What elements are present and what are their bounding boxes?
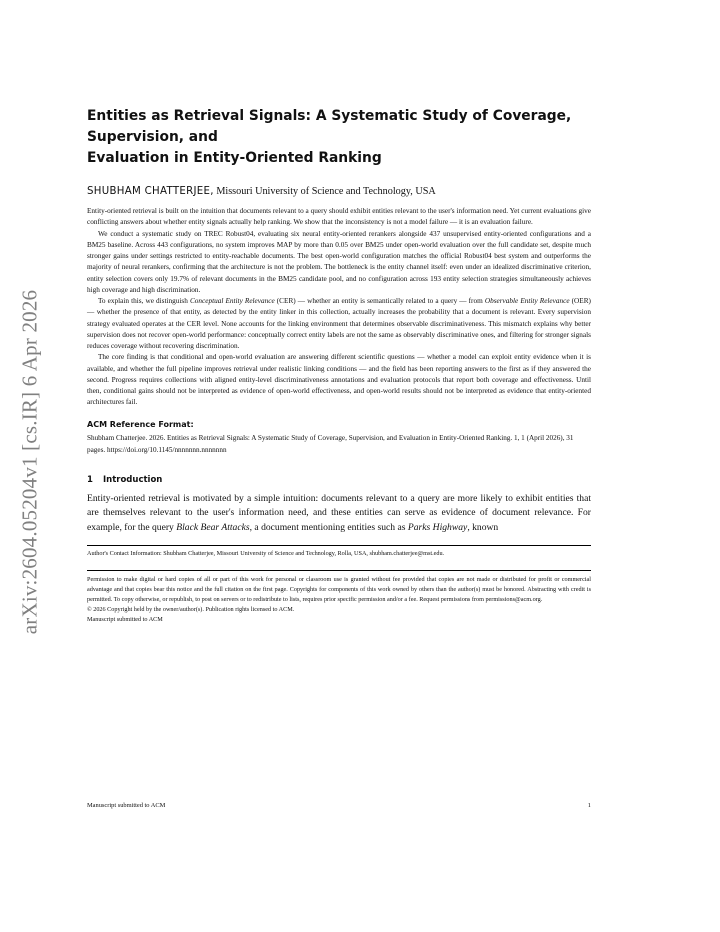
acm-reference-heading: ACM Reference Format:: [87, 419, 194, 429]
manuscript-notice: Manuscript submitted to ACM: [87, 615, 163, 623]
abstract-p3-text-b: (CER) — whether an entity is semantically related to a query — from: [274, 297, 485, 305]
author-block: [87, 185, 591, 198]
paper-first-page: [87, 106, 591, 625]
example-entity: Parks Highway: [407, 521, 468, 533]
author-affiliation: Missouri University of Science and Technology, USA: [216, 186, 436, 197]
paper-title-line-2: Evaluation in Entity-Oriented Ranking: [87, 150, 382, 166]
footnote-area: [87, 545, 591, 625]
section-number: 1: [87, 474, 93, 485]
acm-reference-text: Shubham Chatterjee. 2026. Entities as Retrieval Signals: A Systematic Study of Coverage, Supervision, and Evaluation in Entity-Oriented Ranking. 1, 1 (April 2026), 31 pages. https://doi.org/10.1145/nnnnnnn.nnnnnnn: [87, 433, 574, 454]
intro-text-c: , known: [467, 521, 499, 533]
abstract-paragraph-2: We conduct a systematic study on TREC Robust04, evaluating six neural entity-oriented rerankers alongside 437 unsupervised entity-oriented configurations and a BM25 baseline. Across 443 configurations, no system improves MAP by more than 0.05 over BM25 under open-world evaluation over the full candidate set, despite much stronger gains under settings restricted to entity-reachable documents. The best open-world configuration matches the official Robust04 best system and outperforms the majority of neural rerankers, confirming that the architecture is not the problem. The bottleneck is the entity channel itself: even under an idealized discriminative criterion, entity selection covers only 19.7% of relevant documents in the BM25 candidate pool, and no configuration across 193 entity selection strategies simultaneously achieves high coverage and high discrimination.: [87, 229, 591, 294]
arxiv-sidebar-stamp: [2, 262, 58, 662]
introduction-paragraph: [87, 492, 591, 536]
abstract-p3-text-a: To explain this, we distinguish: [98, 297, 190, 305]
example-query: Black Bear Attacks: [176, 521, 250, 533]
intro-text-a: Entity-oriented retrieval is motivated by a simple intuition: documents relevant to a query are more likely to exhibit entities that are themselves relevant to the user's information need, and these entities can serve as evidence of document relevance. For example, for the query: [87, 492, 591, 533]
section-title: Introduction: [103, 474, 163, 485]
author-contact-information: Author's Contact Information: Shubham Chatterjee, Missouri University of Science and Technology, Rolla, USA, shubham.chatterjee@mst.edu.: [87, 549, 445, 557]
abstract-paragraph-1: Entity-oriented retrieval is built on the intuition that documents relevant to a query should exhibit entities relevant to the user's information need. Yet current evaluations give conflicting answers about whether entity signals actually help ranking. We show that the inconsistency is not a model failure — it is an evaluation failure.: [87, 207, 591, 227]
footer-manuscript-label: Manuscript submitted to ACM: [87, 802, 166, 809]
paper-title: [87, 106, 591, 169]
arxiv-identifier: arXiv:2604.05204v1 [cs.IR] 6 Apr 2026: [17, 289, 42, 635]
author-name: SHUBHAM CHATTERJEE,: [87, 186, 214, 197]
intro-text-b: , a document mentioning entities such as: [249, 521, 408, 533]
abstract-paragraph-4: The core finding is that conditional and open-world evaluation are answering different scientific questions — whether a model can exploit entity evidence when it is available, and whether the full pipeline improves retrieval under realistic linking conditions — and the field has been reporting answers to the first as if they answered the second. Progress requires collections with aligned entity-level discriminativeness annotations and evaluation protocols that report both coverage and effectiveness. Until then, conditional gains should not be interpreted as evidence of open-world effectiveness, and open-world results should not be interpreted as evidence that entity-oriented architectures fail.: [87, 353, 591, 407]
abstract-p3-text-c: (OER) — whether the presence of that entity, as detected by the entity linker in this collection, actually increases the probability that a document is relevant. Every supervision strategy evaluated operates at the CER level. None accounts for the linking environment that determines observable discriminativeness. This mismatch explains why better supervision does not recover open-world performance: conceptually correct entity labels are not the same as observably discriminative ones, and filtering for stronger signals reduces coverage without recovering discrimination.: [87, 297, 591, 350]
abstract: [87, 206, 591, 409]
page-number: 1: [587, 802, 591, 809]
term-conceptual-entity-relevance: Conceptual Entity Relevance: [189, 297, 275, 305]
permission-notice: Permission to make digital or hard copies of all or part of this work for personal or classroom use is granted without fee provided that copies are not made or distributed for profit or commercial advantage and that copies bear this notice and the full citation on the first page. Copyrights for components of this work owned by others than the author(s) must be honored. Abstracting with credit is permitted. To copy otherwise, or republish, to post on servers or to redistribute to lists, requires prior specific permission and/or a fee. Request permissions from permissions@acm.org.: [87, 575, 591, 603]
footnote-rule-1: [87, 545, 591, 546]
footnote-rule-2: [87, 570, 591, 571]
term-observable-entity-relevance: Observable Entity Relevance: [484, 297, 570, 305]
page-footer: [87, 801, 591, 811]
copyright-notice: © 2026 Copyright held by the owner/author(s). Publication rights licensed to ACM.: [87, 605, 295, 613]
paper-title-line-1: Entities as Retrieval Signals: A Systematic Study of Coverage, Supervision, and: [87, 108, 572, 145]
abstract-paragraph-3: [87, 296, 591, 352]
section-heading-introduction: [87, 474, 591, 486]
